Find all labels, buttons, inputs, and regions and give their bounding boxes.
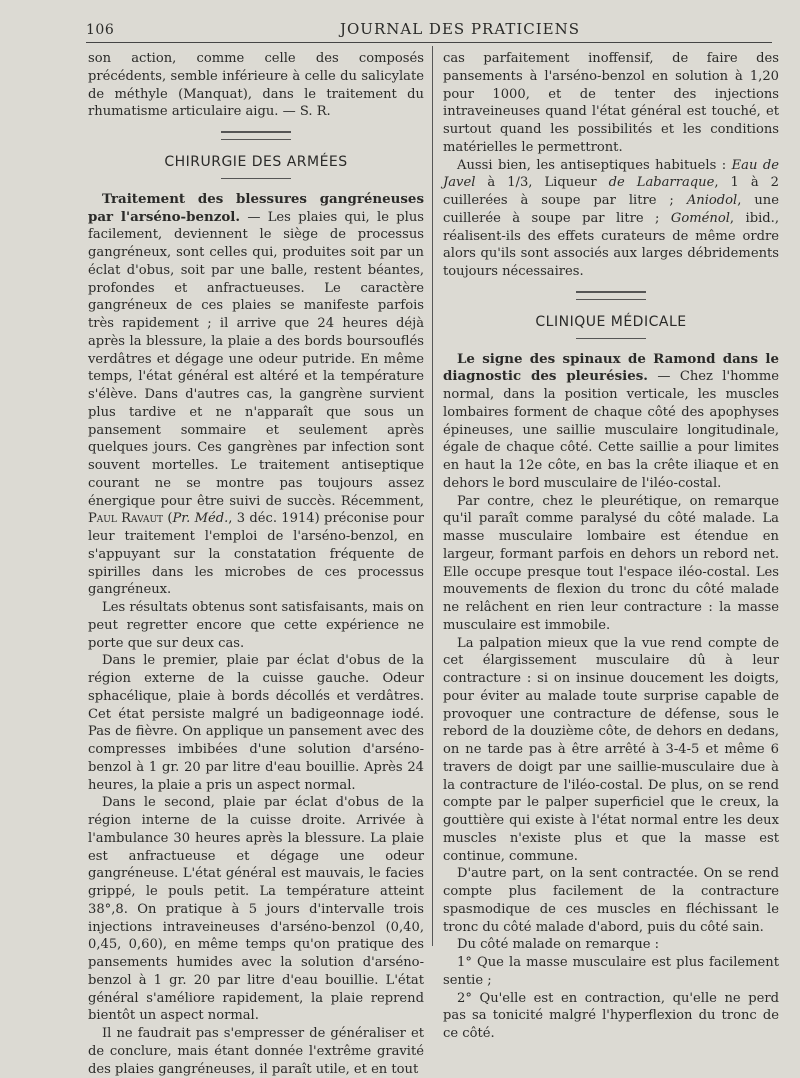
list-item: 1° Que la masse musculaire est plus facilement sentie ; [443,955,779,988]
article-title: Le signe des spinaux de Ramond dans le diagnostic des pleurésies. [443,350,779,385]
paragraph: Aussi bien, les antiseptiques habituels : Eau de Javel à 1/3, Liqueur de Labarraque, 1 à 2 cuillerées à soupe par litre ; Aniodol, une cuillerée à soupe par litre ; Goménol, ibid., réalisent-ils des effets curateurs de même ordre alors qu'ils sont associés aux larges débridements toujours nécessaires. [443,157,779,279]
running-header-title: JOURNAL DES PRATICIENS [340,20,581,38]
author-name: Paul Ravaut [88,511,164,527]
continued-paragraph: son action, comme celle des composés précédents, semble inférieure à celle du salicylate de méthyle (Manquat), dans le traitement du rhumatisme articulaire aigu. — S. R. [88,51,424,120]
section-separator [576,291,646,300]
continued-paragraph: cas parfaitement inoffensif, de faire des pansements à l'arséno-benzol en solution à 1,20 pour 1000, et de tenter des injections intraveineuses quand l'état général est touché, et surtout quand les possibilités et les conditions matérielles le permettront. [443,51,779,155]
section-separator [221,131,291,140]
article-paragraph: Traitement des blessures gangréneuses par l'arséno-benzol. — Les plaies qui, le plus facilement, deviennent le siège de processus gangréneux, sont celles qui, produites soit par un éclat d'obus, soit par une balle, restent béantes, profondes et anfractueuses. Le caractère gangréneux de ces plaies se manifeste parfois très rapidement ; il arrive que 24 heures déjà après la blessure, la plaie a des bords boursouflés verdâtres et dégage une odeur putride. En même temps, l'état général est altéré et la température s'élève. Dans d'autres cas, la gangrène survient plus tardive et ne n'apparaît que sous un pansement sommaire et seulement après quelques jours. Ces gangrènes par infection sont souvent mortelles. Le traitement antiseptique courant ne se montre pas toujours assez énergique pour être suivi de succès. Récemment, Paul Ravaut (Pr. Méd., 3 déc. 1914) préconise pour leur traitement l'emploi de l'arséno-benzol, en s'appuyant sur la constatation fréquente de spirilles dans les microbes de ces processus gangréneux. [88,190,424,598]
journal-reference: Pr. Méd. [172,511,229,527]
paragraph: La palpation mieux que la vue rend compte de cet élargissement musculaire dû à leur contracture : si on insinue doucement les doigts, pour éviter au malade toute surprise capable de provoquer une contracture de défense, sous le rebord de la douzième côte, de dehors en dedans, on ne tarde pas à être arrêté à 3-4-5 et même 6 travers de doigt par une saillie-musculaire due à la contracture de l'iléo-costal. De plus, on se rend compte par le palper superficiel que le creux, la gouttière qui existe à l'état normal entre les deux muscles n'existe plus et que la masse est continue, commune. [443,635,779,864]
right-column [443,50,779,1043]
column-divider [432,46,433,946]
page-number: 106 [86,22,115,38]
paragraph: Par contre, chez le pleurétique, on remarque qu'il paraît comme paralysé du côté malade. La masse musculaire lombaire est étendue en largeur, formant parfois en dehors un rebord net. Elle occupe presque tout l'espace iléo-costal. Les mouvements de flexion du tronc du côté malade ne relâchent en rien leur contracture : la masse musculaire est immobile. [443,493,779,633]
article-title: Traitement des blessures gangréneuses par l'arséno-benzol. [88,190,424,225]
list-item: 2° Qu'elle est en contraction, qu'elle ne perd pas sa tonicité malgré l'hyperflexion du tronc de ce côté. [443,990,779,1041]
paragraph: Les résultats obtenus sont satisfaisants, mais on peut regretter encore que cette expérience ne porte que sur deux cas. [88,600,424,651]
paragraph: Dans le premier, plaie par éclat d'obus de la région externe de la cuisse gauche. Odeur sphacélique, plaie à bords décollés et verdâtres. Cet état persiste malgré un badigeonnage iodé. Pas de fièvre. On applique un pansement avec des compresses imbibées d'une solution d'arséno-benzol à 1 gr. 20 par litre d'eau bouillie. Après 24 heures, la plaie a pris un aspect normal. [88,653,424,793]
paragraph: Dans le second, plaie par éclat d'obus de la région interne de la cuisse droite. Arrivée à l'ambulance 30 heures après la blessure. La plaie est anfractueuse et dégage une odeur gangréneuse. L'état général est mauvais, le facies grippé, le pouls petit. La température atteint 38°,8. On pratique à 5 jours d'intervalle trois injections intraveineuses d'arséno-benzol (0,40, 0,45, 0,60), en même temps qu'on pratique des pansements humides avec la solution d'arséno-benzol à 1 gr. 20 par litre d'eau bouillie. L'état général s'améliore rapidement, la plaie reprend bientôt un aspect normal. [88,795,424,1024]
section-underline [576,338,646,339]
article-paragraph: Le signe des spinaux de Ramond dans le diagnostic des pleurésies. — Chez l'homme normal, dans la position verticale, les muscles lombaires forment de chaque côté des apophyses épineuses, une saillie musculaire longitudinale, égale de chaque côté. Cette saillie a pour limites en haut la 12e côte, en bas la crête iliaque et en dehors le bord musculaire de l'iléo-costal. [443,350,779,491]
paragraph: D'autre part, on la sent contractée. On se rend compte plus facilement de la contracture spasmodique de ces muscles en fléchissant le tronc du côté malade d'abord, puis du côté sain. [443,866,779,935]
header-rule [86,42,772,43]
section-title: CLINIQUE MÉDICALE [535,313,687,330]
section-title: CHIRURGIE DES ARMÉES [164,154,348,170]
paragraph: Du côté malade on remarque : [457,937,660,953]
left-column [88,50,424,1078]
section-underline [221,178,291,179]
paragraph: Il ne faudrait pas s'empresser de généraliser et de conclure, mais étant donnée l'extrême gravité des plaies gangréneuses, il paraît utile, et en tout [88,1026,424,1077]
